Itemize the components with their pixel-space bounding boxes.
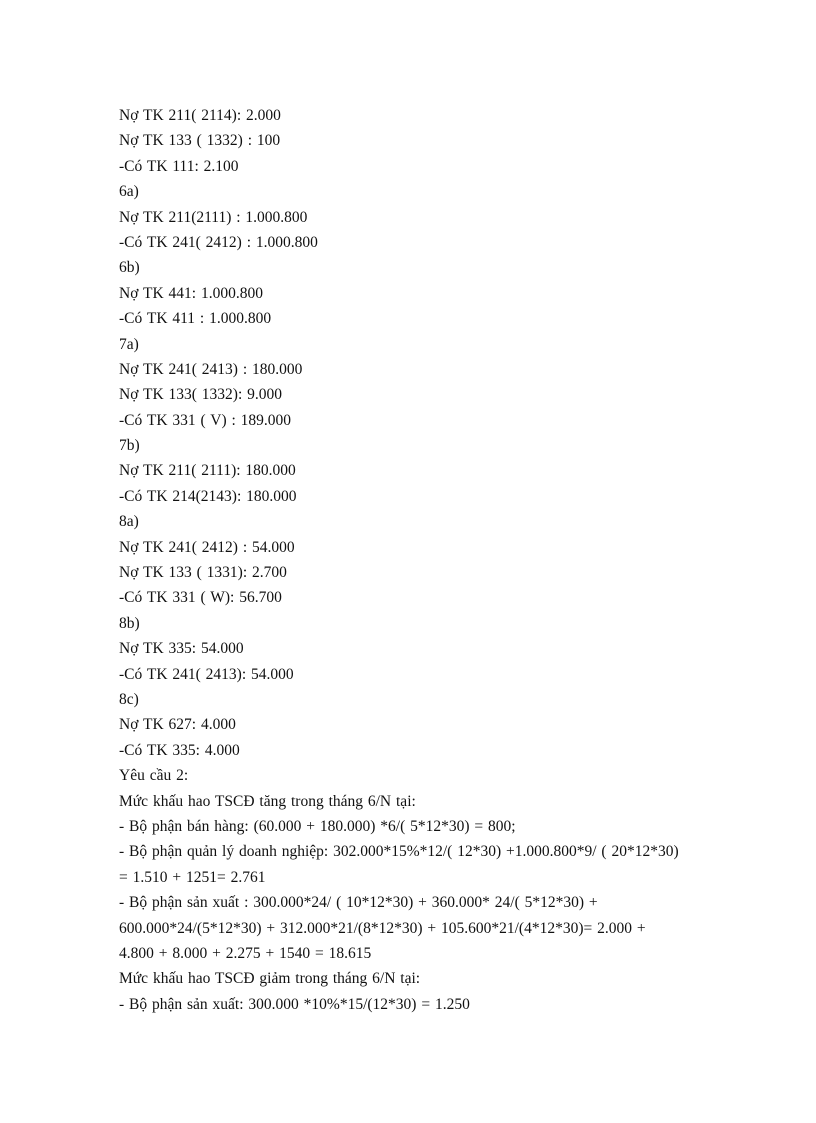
section-label: 6a) xyxy=(119,183,139,201)
text-line: Nợ TK 211( 2114): 2.000 xyxy=(119,107,281,124)
text-line: -Có TK 241( 2412) : 1.000.800 xyxy=(119,233,318,251)
text-line: Nợ TK 241( 2413) : 180.000 xyxy=(119,360,303,378)
text-line: -Có TK 411 : 1.000.800 xyxy=(119,310,272,328)
text-line: -Có TK 241( 2413): 54.000 xyxy=(119,665,294,683)
text-line: -Có TK 111: 2.100 xyxy=(119,157,239,175)
text-line: Nợ TK 133 ( 1331): 2.700 xyxy=(119,564,287,582)
text-line: 600.000*24/(5*12*30) + 312.000*21/(8*12*30) + 105.600*21/(4*12*30)= 2.000 + xyxy=(119,919,646,937)
text-line: -Có TK 335: 4.000 xyxy=(119,741,240,759)
text-line: - Bộ phận bán hàng: (60.000 + 180.000) *6/( 5*12*30) = 800; xyxy=(119,817,516,835)
text-line: Mức khấu hao TSCĐ giảm trong tháng 6/N tại: xyxy=(119,970,421,988)
text-line: - Bộ phận sản xuất : 300.000*24/ ( 10*12*30) + 360.000* 24/( 5*12*30) + xyxy=(119,894,598,912)
text-line: Nợ TK 335: 54.000 xyxy=(119,640,244,658)
section-label: 6b) xyxy=(119,259,140,277)
text-line: = 1.510 + 1251= 2.761 xyxy=(119,868,266,886)
document-page xyxy=(119,103,719,1017)
section-label: 8b) xyxy=(119,614,140,632)
section-label: 7a) xyxy=(119,335,139,353)
text-line: Nợ TK 211( 2111): 180.000 xyxy=(119,462,296,480)
text-line: 4.800 + 8.000 + 2.275 + 1540 = 18.615 xyxy=(119,944,372,962)
text-line: - Bộ phận sản xuất: 300.000 *10%*15/(12*30) = 1.250 xyxy=(119,995,470,1013)
section-label: 7b) xyxy=(119,437,140,455)
text-line: -Có TK 214(2143): 180.000 xyxy=(119,487,297,505)
section-label: 8c) xyxy=(119,690,139,708)
section-label: 8a) xyxy=(119,513,139,531)
text-line: -Có TK 331 ( W): 56.700 xyxy=(119,589,282,607)
text-line: Nợ TK 441: 1.000.800 xyxy=(119,284,263,302)
text-line: Mức khấu hao TSCĐ tăng trong tháng 6/N tại: xyxy=(119,792,416,810)
text-line: - Bộ phận quản lý doanh nghiệp: 302.000*15%*12/( 12*30) +1.000.800*9/ ( 20*12*30) xyxy=(119,843,679,861)
text-line: Nợ TK 133 ( 1332) : 100 xyxy=(119,132,281,150)
text-line: -Có TK 331 ( V) : 189.000 xyxy=(119,411,292,429)
text-line: Nợ TK 133( 1332): 9.000 xyxy=(119,386,283,404)
text-line: Nợ TK 241( 2412) : 54.000 xyxy=(119,538,295,556)
text-line: Nợ TK 211(2111) : 1.000.800 xyxy=(119,208,308,226)
text-line: Nợ TK 627: 4.000 xyxy=(119,716,236,734)
requirement-heading: Yêu cầu 2: xyxy=(119,767,189,785)
